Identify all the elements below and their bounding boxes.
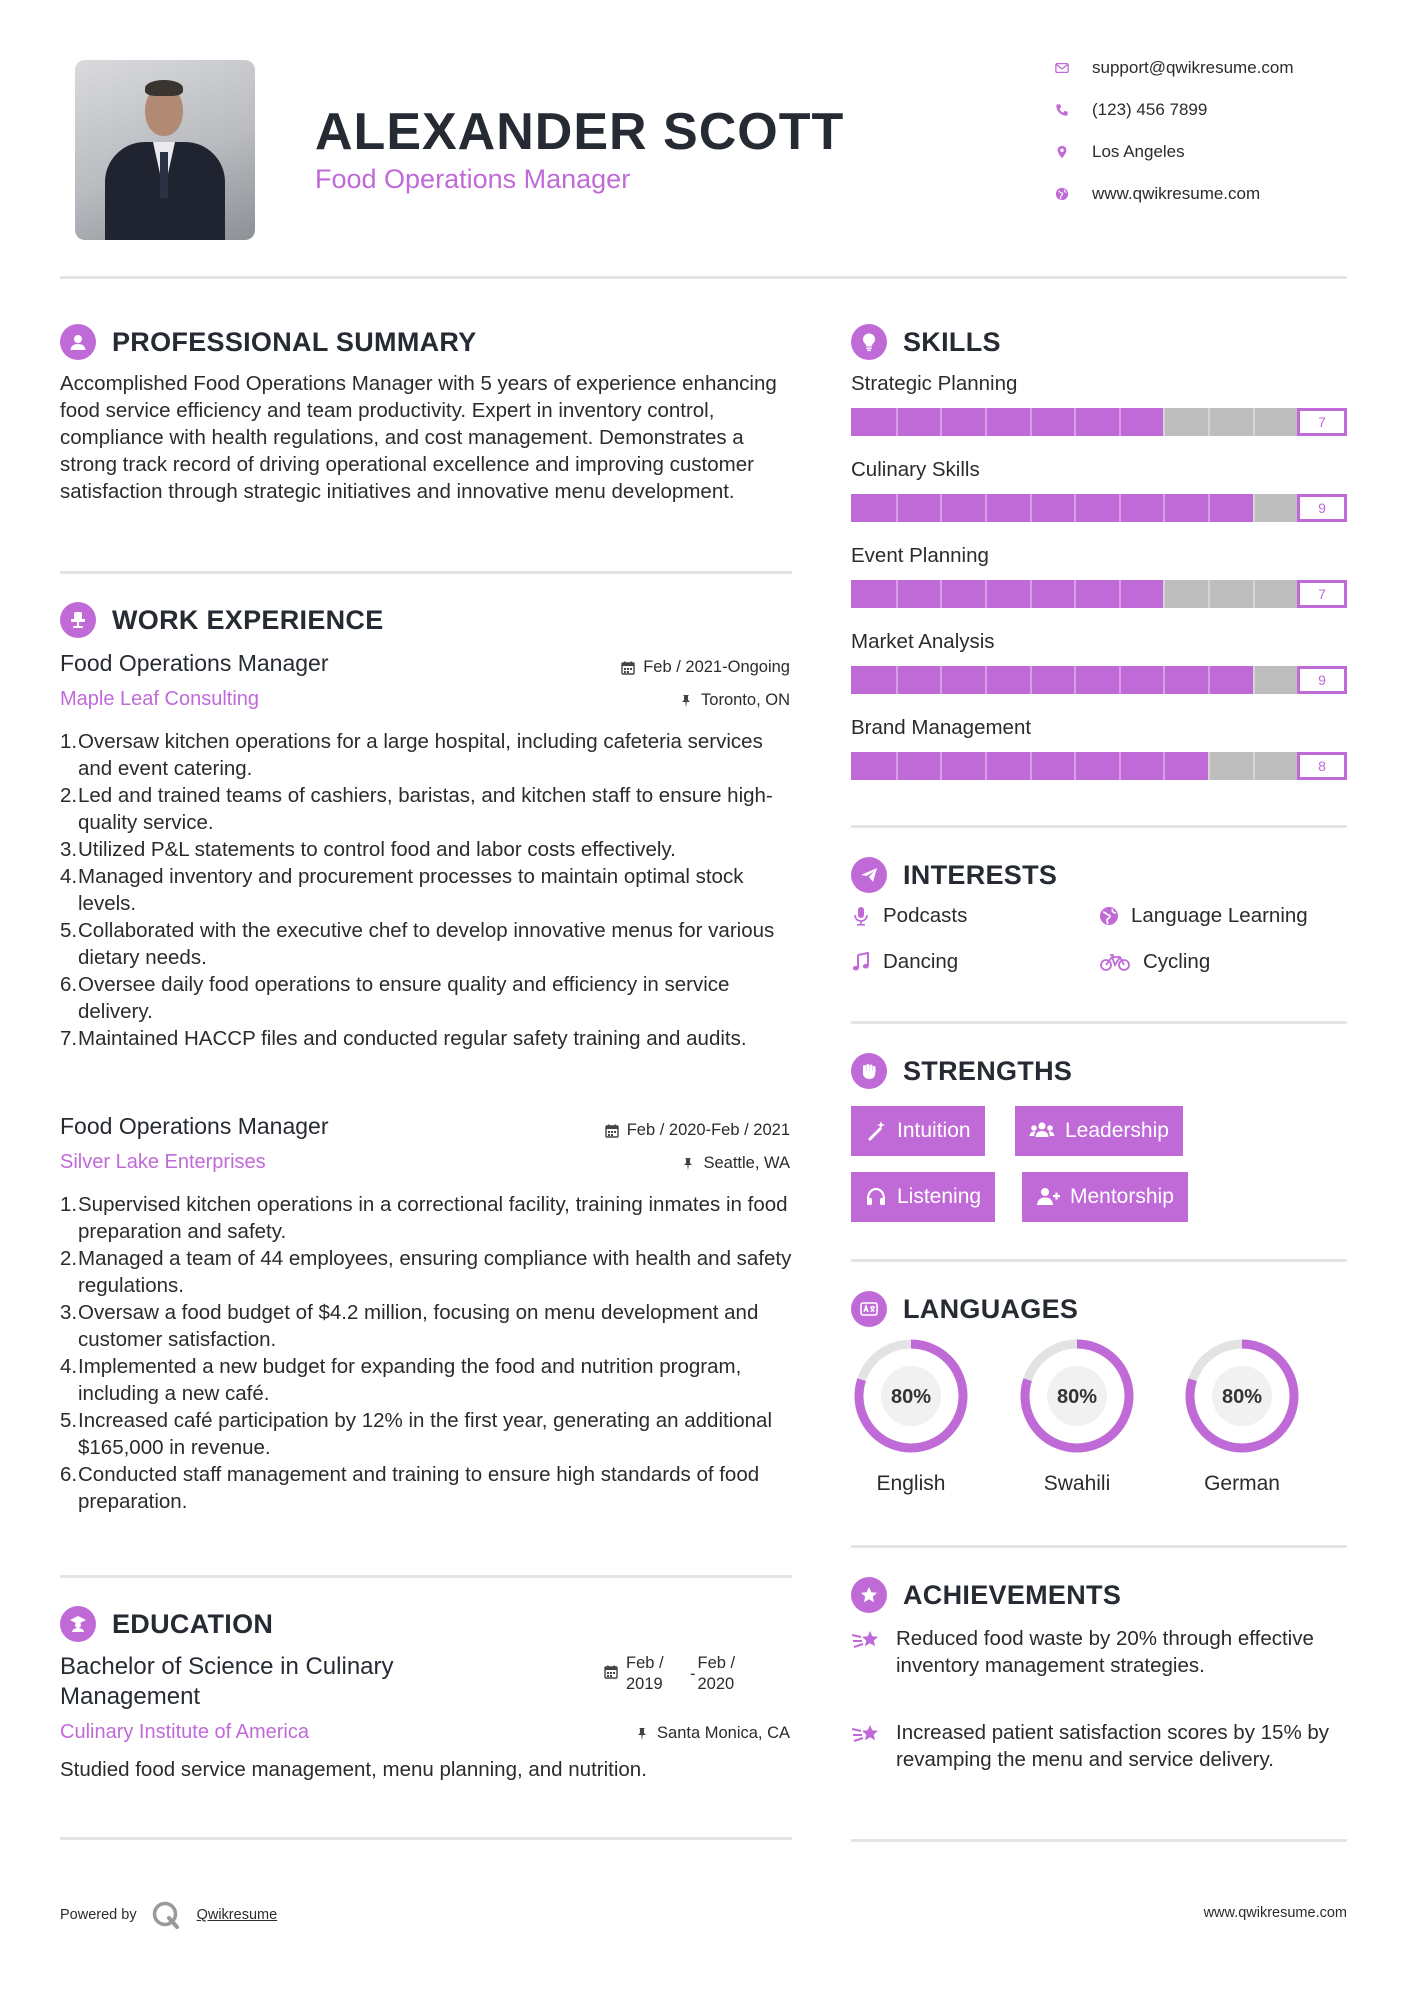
calendar-icon: [604, 1653, 618, 1695]
skill-segment-divider: [1163, 666, 1165, 694]
interest-item: Cycling: [1099, 950, 1210, 974]
language-percent-label: 80%: [1056, 1386, 1098, 1408]
contact-phone[interactable]: (123) 456 7899: [1052, 100, 1207, 120]
job-title: Food Operations Manager: [60, 1113, 329, 1139]
job-responsibilities: [60, 728, 800, 1052]
job-company: Maple Leaf Consulting: [60, 688, 260, 710]
microphone-icon: [851, 906, 871, 926]
skill-segment-divider: [1253, 580, 1255, 608]
strengths-heading: STRENGTHS: [851, 1053, 1072, 1089]
skill-level-bar: [851, 752, 1347, 780]
achievement-item: Reduced food waste by 20% through effective inventory management strategies.: [851, 1625, 1347, 1679]
skill-segment-divider: [896, 666, 898, 694]
skill-segment-divider: [1119, 408, 1121, 436]
globe-icon: [1099, 906, 1119, 926]
skill-segment-divider: [1119, 494, 1121, 522]
language-percent-label: 80%: [1221, 1386, 1263, 1408]
office-chair-icon: [60, 602, 96, 638]
list-item: 7. Maintained HACCP files and conducted regular safety training and audits.: [60, 1027, 747, 1050]
skill-segment-divider: [1030, 408, 1032, 436]
skill-segment-divider: [1208, 494, 1210, 522]
graduate-icon: [60, 1606, 96, 1642]
strength-chip: Intuition: [851, 1106, 985, 1156]
skill-segment-divider: [1119, 580, 1121, 608]
skill-segment-divider: [940, 494, 942, 522]
skill-segment-divider: [1253, 408, 1255, 436]
language-name: English: [876, 1472, 946, 1495]
language-name: Swahili: [1043, 1472, 1111, 1495]
language-percent-label: 80%: [890, 1386, 932, 1408]
list-item: 2. Led and trained teams of cashiers, baristas, and kitchen staff to ensure high-quality service.: [60, 784, 773, 834]
strength-chip: Mentorship: [1022, 1172, 1188, 1222]
list-item: 3. Oversaw a food budget of $4.2 million, focusing on menu development and customer satisfaction.: [60, 1301, 759, 1351]
list-item: 2. Managed a team of 44 employees, ensuring compliance with health and safety regulations.: [60, 1247, 792, 1297]
section-divider: [60, 1837, 792, 1840]
section-divider: [60, 1575, 792, 1578]
bicycle-icon: [1099, 952, 1131, 972]
skill-segment-divider: [896, 408, 898, 436]
footer-site[interactable]: www.qwikresume.com: [1203, 1905, 1347, 1921]
language-icon: [851, 1291, 887, 1327]
pushpin-icon: [681, 1157, 695, 1171]
skill-segment-divider: [896, 752, 898, 780]
profile-photo: [75, 60, 255, 240]
language-ring: [849, 1334, 973, 1458]
skill-segment-divider: [1253, 666, 1255, 694]
header-divider: [60, 276, 1347, 279]
skill-segment-divider: [1074, 752, 1076, 780]
language-ring: [1180, 1334, 1304, 1458]
pushpin-icon: [679, 694, 693, 708]
headphones-icon: [865, 1186, 887, 1208]
education-dates: Feb / 2019 - Feb / 2020: [604, 1653, 735, 1695]
list-item: 4. Managed inventory and procurement processes to maintain optimal stock levels.: [60, 865, 744, 915]
achievements-heading: ACHIEVEMENTS: [851, 1577, 1121, 1613]
skill-level-number: 7: [1297, 408, 1347, 436]
job-responsibilities: [60, 1191, 800, 1515]
section-divider: [60, 571, 792, 574]
languages-heading: LANGUAGES: [851, 1291, 1078, 1327]
skill-segment-divider: [1074, 494, 1076, 522]
skill-segment-divider: [985, 752, 987, 780]
calendar-icon: [605, 1124, 619, 1138]
section-divider: [851, 1839, 1347, 1842]
skill-segment-divider: [1030, 580, 1032, 608]
skill-level-fill: [851, 666, 1253, 694]
language-item: [1015, 1334, 1139, 1495]
job-location: Seattle, WA: [681, 1154, 790, 1173]
experience-heading: WORK EXPERIENCE: [60, 602, 384, 638]
fist-icon: [851, 1053, 887, 1089]
skill-segment-divider: [896, 494, 898, 522]
skill-level-number: 8: [1297, 752, 1347, 780]
skill-segment-divider: [1119, 666, 1121, 694]
skill-segment-divider: [1208, 666, 1210, 694]
achievement-item: Increased patient satisfaction scores by 15% by revamping the menu and service delivery.: [851, 1719, 1347, 1773]
skill-level-bar: [851, 580, 1347, 608]
skill-level-number: 9: [1297, 666, 1347, 694]
list-item: 6. Conducted staff management and training to ensure high standards of food preparation.: [60, 1463, 760, 1513]
skill-segment-divider: [1074, 666, 1076, 694]
skill-segment-divider: [1163, 408, 1165, 436]
skill-segment-divider: [985, 666, 987, 694]
skill-segment-divider: [940, 666, 942, 694]
pushpin-icon: [635, 1727, 649, 1741]
user-plus-icon: [1036, 1186, 1060, 1208]
skill-segment-divider: [940, 580, 942, 608]
job-dates: Feb / 2020-Feb / 2021: [605, 1121, 790, 1140]
section-divider: [851, 1545, 1347, 1548]
skill-name: Market Analysis: [851, 630, 995, 653]
job-dates: Feb / 2021-Ongoing: [621, 658, 790, 677]
location-pin-icon: [1052, 145, 1072, 159]
contact-email[interactable]: support@qwikresume.com: [1052, 58, 1294, 78]
skill-segment-divider: [1074, 580, 1076, 608]
skill-segment-divider: [1208, 752, 1210, 780]
skill-level-bar: [851, 408, 1347, 436]
skill-level-bar: [851, 666, 1347, 694]
education-description: Studied food service management, menu planning, and nutrition.: [60, 1758, 647, 1781]
skill-segment-divider: [1030, 752, 1032, 780]
section-divider: [851, 1259, 1347, 1262]
contact-location: Los Angeles: [1052, 142, 1185, 162]
list-item: 1. Supervised kitchen operations in a correctional facility, training inmates in food preparation and safety.: [60, 1193, 788, 1243]
job-company: Silver Lake Enterprises: [60, 1151, 266, 1173]
skill-segment-divider: [985, 408, 987, 436]
lightbulb-icon: [851, 324, 887, 360]
skill-segment-divider: [940, 752, 942, 780]
magic-wand-icon: [865, 1120, 887, 1142]
envelope-icon: [1052, 61, 1072, 75]
qwikresume-logo-icon: [151, 1900, 181, 1930]
job-title: Food Operations Manager: [60, 650, 329, 676]
interest-item: Podcasts: [851, 904, 967, 928]
skill-name: Brand Management: [851, 716, 1032, 739]
music-note-icon: [851, 952, 871, 972]
skill-segment-divider: [1030, 494, 1032, 522]
candidate-role: Food Operations Manager: [315, 164, 631, 194]
skill-segment-divider: [1163, 494, 1165, 522]
skill-name: Strategic Planning: [851, 372, 1018, 395]
skill-segment-divider: [1208, 580, 1210, 608]
qwikresume-link[interactable]: Qwikresume: [196, 1907, 278, 1923]
skill-segment-divider: [1119, 752, 1121, 780]
skill-segment-divider: [1208, 408, 1210, 436]
language-item: [1180, 1334, 1304, 1495]
footer-powered-by: Powered by Qwikresume: [60, 1900, 277, 1930]
skill-name: Event Planning: [851, 544, 989, 567]
language-item: [849, 1334, 973, 1495]
shooting-star-icon: [851, 1625, 896, 1679]
education-degree: Bachelor of Science in Culinary Management: [60, 1653, 394, 1710]
section-divider: [851, 825, 1347, 828]
user-icon: [60, 324, 96, 360]
skill-segment-divider: [985, 580, 987, 608]
candidate-name: ALEXANDER SCOTT: [315, 103, 845, 161]
interests-heading: INTERESTS: [851, 857, 1057, 893]
phone-icon: [1052, 103, 1072, 117]
skill-level-bar: [851, 494, 1347, 522]
strength-chip: Leadership: [1015, 1106, 1183, 1156]
summary-text: Accomplished Food Operations Manager with 5 years of experience enhancing food service efficiency and team productivity. Expert in inventory control, compliance with health regulations, and cost management. Demonstrates a strong track record of driving operational excellence and improving customer satisfaction through strategic initiatives and innovative menu development.: [60, 372, 777, 503]
interest-item: Dancing: [851, 950, 958, 974]
language-name: German: [1204, 1472, 1280, 1495]
list-item: 3. Utilized P&L statements to control food and labor costs effectively.: [60, 838, 676, 861]
list-item: 5. Collaborated with the executive chef to develop innovative menus for various dietary needs.: [60, 919, 775, 969]
skill-segment-divider: [985, 494, 987, 522]
summary-heading: PROFESSIONAL SUMMARY: [60, 324, 477, 360]
skill-level-fill: [851, 494, 1253, 522]
calendar-icon: [621, 661, 635, 675]
education-school: Culinary Institute of America: [60, 1721, 309, 1743]
skill-segment-divider: [1163, 580, 1165, 608]
education-location: Santa Monica, CA: [635, 1724, 790, 1743]
globe-icon: [1052, 187, 1072, 201]
skill-name: Culinary Skills: [851, 458, 980, 481]
interest-item: Language Learning: [1099, 904, 1308, 928]
skill-segment-divider: [1163, 752, 1165, 780]
users-icon: [1029, 1120, 1055, 1142]
skill-segment-divider: [1253, 752, 1255, 780]
list-item: 5. Increased café participation by 12% in the first year, generating an additional $165,000 in revenue.: [60, 1409, 773, 1459]
skill-segment-divider: [1074, 408, 1076, 436]
skill-level-number: 9: [1297, 494, 1347, 522]
list-item: 6. Oversee daily food operations to ensure quality and efficiency in service delivery.: [60, 973, 730, 1023]
skill-level-number: 7: [1297, 580, 1347, 608]
skill-segment-divider: [940, 408, 942, 436]
list-item: 1. Oversaw kitchen operations for a large hospital, including cafeteria services and event catering.: [60, 730, 763, 780]
list-item: 4. Implemented a new budget for expanding the food and nutrition program, including a new café.: [60, 1355, 742, 1405]
paper-plane-icon: [851, 857, 887, 893]
shooting-star-icon: [851, 1719, 896, 1773]
star-badge-icon: [851, 1577, 887, 1613]
skills-heading: SKILLS: [851, 324, 1001, 360]
strength-chip: Listening: [851, 1172, 995, 1222]
contact-website[interactable]: www.qwikresume.com: [1052, 184, 1260, 204]
skill-segment-divider: [896, 580, 898, 608]
section-divider: [851, 1021, 1347, 1024]
skill-segment-divider: [1253, 494, 1255, 522]
skill-segment-divider: [1030, 666, 1032, 694]
language-ring: [1015, 1334, 1139, 1458]
education-heading: EDUCATION: [60, 1606, 273, 1642]
job-location: Toronto, ON: [679, 691, 790, 710]
